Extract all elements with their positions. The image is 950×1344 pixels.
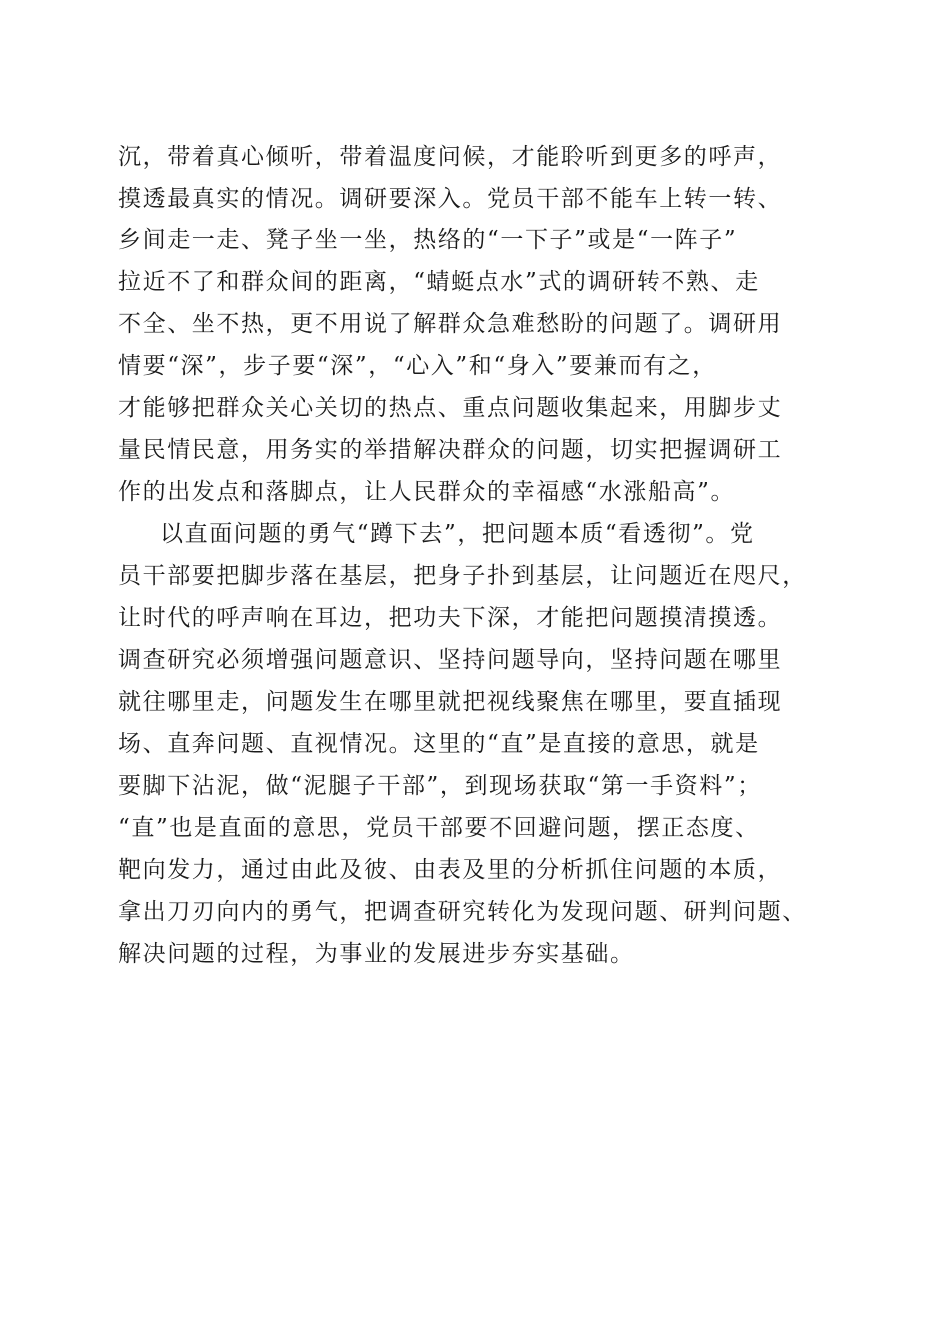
paragraph-2-line-11: 解决问题的过程，为事业的发展进步夯实基础。: [118, 941, 635, 967]
paragraph-2-line-3: 让时代的呼声响在耳边，把功夫下深，才能把问题摸清摸透。: [118, 605, 783, 631]
paragraph-1-line-5: 不全、坐不热，更不用说了解群众急难愁盼的问题了。调研用: [118, 311, 783, 337]
paragraph-2-line-1: 以直面问题的勇气“蹲下去”，把问题本质“看透彻”。党: [160, 521, 755, 547]
paragraph-2-line-7: 要脚下沾泥，做“泥腿子干部”，到现场获取“第一手资料”；: [118, 773, 762, 799]
paragraph-1-line-6: 情要“深”，步子要“深”，“心入”和“身入”要兼而有之，: [118, 353, 717, 379]
paragraph-2-line-6: 场、直奔问题、直视情况。这里的“直”是直接的意思，就是: [118, 731, 760, 757]
paragraph-2-line-10: 拿出刀刃向内的勇气，把调查研究转化为发现问题、研判问题、: [118, 899, 807, 925]
paragraph-2-line-8: “直”也是直面的意思，党员干部要不回避问题，摆正态度、: [118, 815, 760, 841]
paragraph-2-line-2: 员干部要把脚步落在基层，把身子扑到基层，让问题近在咫尺，: [118, 563, 807, 589]
paragraph-1-line-9: 作的出发点和落脚点，让人民群众的幸福感“水涨船高”。: [118, 479, 736, 505]
paragraph-2-line-5: 就往哪里走，问题发生在哪里就把视线聚焦在哪里，要直插现: [118, 689, 783, 715]
paragraph-1-line-4: 拉近不了和群众间的距离，“蜻蜓点水”式的调研转不熟、走: [118, 269, 760, 295]
paragraph-1-line-8: 量民情民意，用务实的举措解决群众的问题，切实把握调研工: [118, 437, 783, 463]
paragraph-1-line-7: 才能够把群众关心关切的热点、重点问题收集起来，用脚步丈: [118, 395, 783, 421]
paragraph-2-line-9: 靶向发力，通过由此及彼、由表及里的分析抓住问题的本质，: [118, 857, 783, 883]
paragraph-2-line-4: 调查研究必须增强问题意识、坚持问题导向，坚持问题在哪里: [118, 647, 783, 673]
paragraph-1-line-3: 乡间走一走、凳子坐一坐，热络的“一下子”或是“一阵子”: [118, 227, 738, 253]
paragraph-1-line-1: 沉，带着真心倾听，带着温度问候，才能聆听到更多的呼声，: [118, 144, 783, 170]
paragraph-1-line-2: 摸透最真实的情况。调研要深入。党员干部不能车上转一转、: [118, 186, 783, 212]
